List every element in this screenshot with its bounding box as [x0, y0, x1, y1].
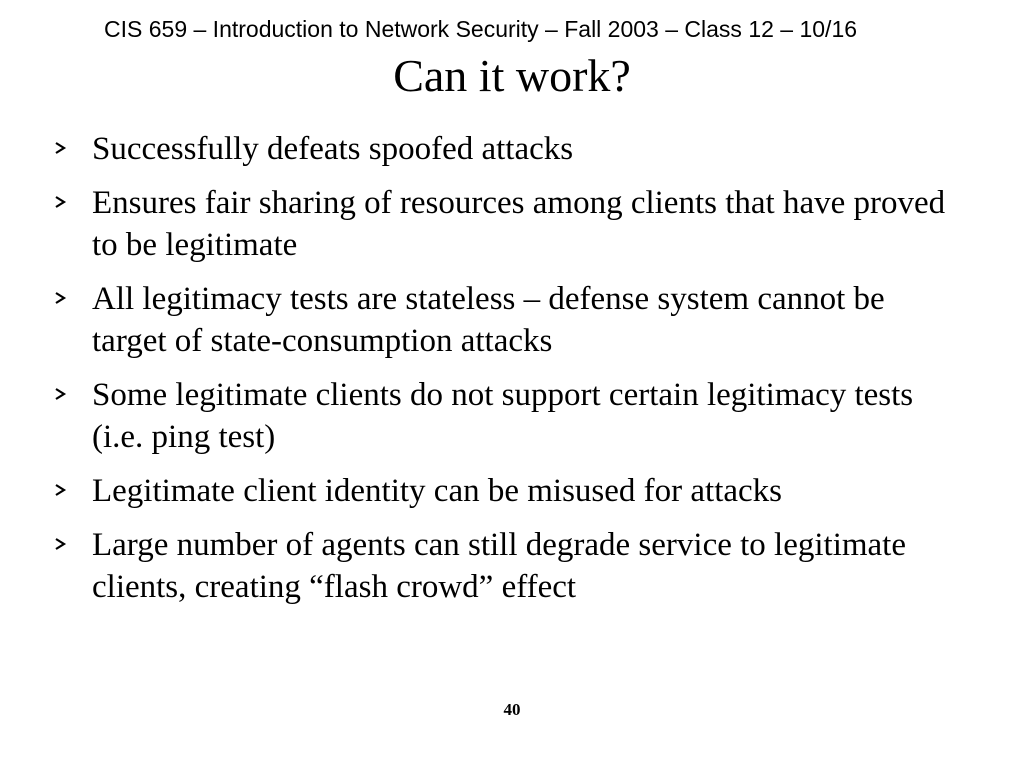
bullet-text: Successfully defeats spoofed attacks [92, 131, 574, 167]
bullet-item [52, 470, 952, 512]
arrow-bullet-icon [52, 532, 70, 556]
bullet-item [52, 182, 952, 266]
bullet-list [52, 128, 952, 620]
bullet-text: Legitimate client identity can be misused for attacks [92, 473, 783, 509]
bullet-item [52, 128, 952, 170]
course-header: CIS 659 – Introduction to Network Security – Fall 2003 – Class 12 – 10/16 [104, 16, 858, 42]
arrow-bullet-icon [52, 190, 70, 214]
arrow-bullet-icon [52, 136, 70, 160]
arrow-bullet-icon [52, 382, 70, 406]
bullet-text: Ensures fair sharing of resources among clients that have proved to be legitimate [92, 185, 946, 263]
bullet-item [52, 278, 952, 362]
bullet-text: Some legitimate clients do not support certain legitimacy tests (i.e. ping test) [92, 377, 914, 455]
arrow-bullet-icon [52, 478, 70, 502]
page-number: 40 [503, 700, 521, 719]
arrow-bullet-icon [52, 286, 70, 310]
slide-title: Can it work? [393, 50, 631, 101]
bullet-text: Large number of agents can still degrade service to legitimate clients, creating “flash crowd” effect [92, 527, 906, 605]
bullet-item [52, 524, 952, 608]
bullet-text: All legitimacy tests are stateless – defense system cannot be target of state-consumption attacks [92, 281, 885, 359]
bullet-item [52, 374, 952, 458]
